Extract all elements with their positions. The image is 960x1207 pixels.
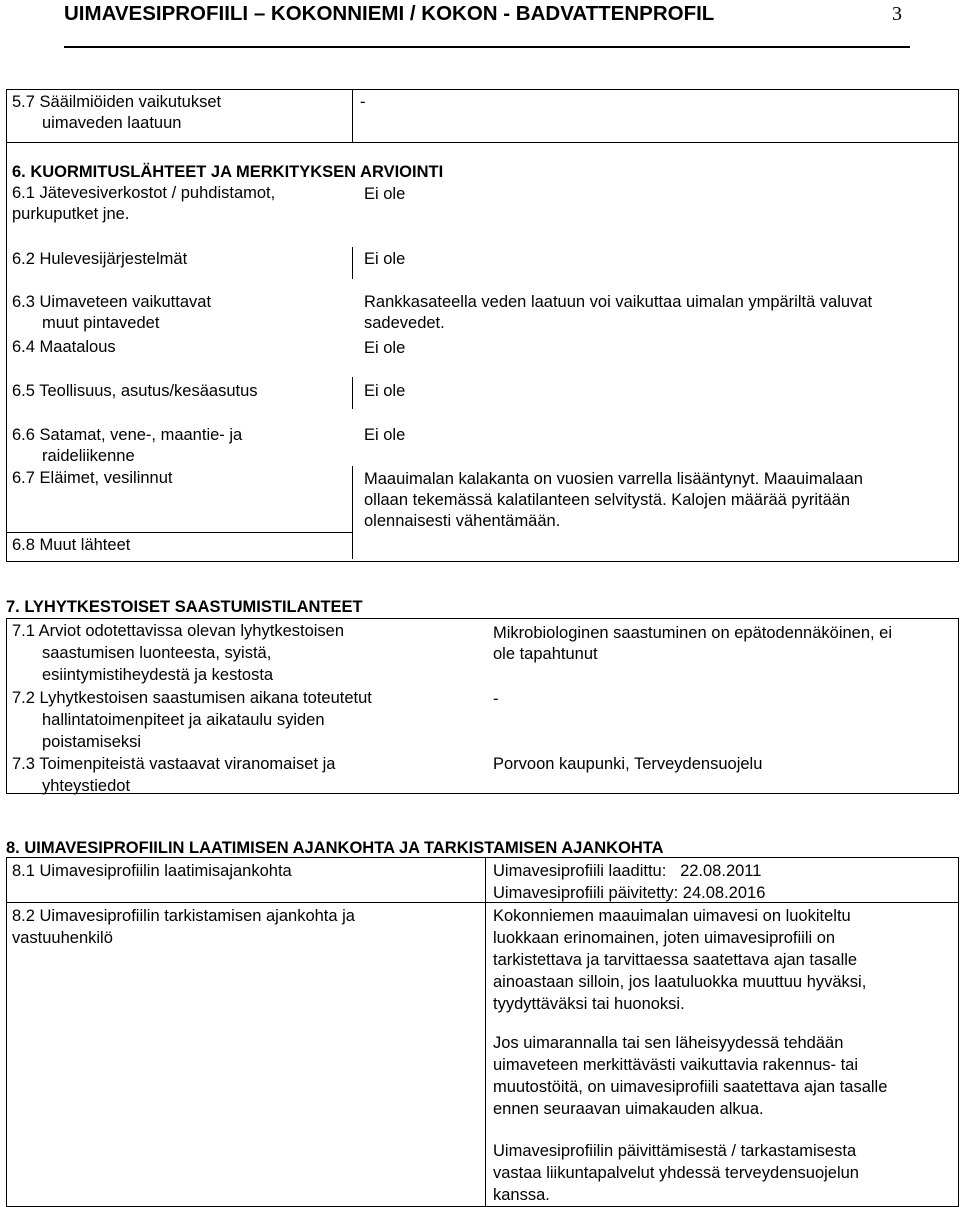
row-8-2-label: vastuuhenkilö — [12, 929, 113, 947]
row-6-4-label: 6.4 Maatalous — [12, 338, 116, 356]
row-8-2-paragraph-3: vastaa liikuntapalvelut yhdessä terveydensuojelun — [493, 1164, 859, 1182]
section-6-heading: 6. KUORMITUSLÄHTEET JA MERKITYKSEN ARVIOINTI — [12, 163, 444, 181]
section-7-heading: 7. LYHYTKESTOISET SAASTUMISTILANTEET — [6, 598, 363, 616]
section-8-heading: 8. UIMAVESIPROFIILIN LAATIMISEN AJANKOHTA JA TARKISTAMISEN AJANKOHTA — [6, 839, 664, 857]
row-6-3-label: 6.3 Uimaveteen vaikuttavat — [12, 293, 212, 311]
row-7-3-label: yhteystiedot — [42, 777, 131, 795]
table-divider-6-5 — [352, 377, 353, 409]
row-7-2-label: 7.2 Lyhytkestoisen saastumisen aikana toteutetut — [12, 689, 372, 707]
row-6-7-label: 6.7 Eläimet, vesilinnut — [12, 469, 173, 487]
row-6-2-label: 6.2 Hulevesijärjestelmät — [12, 250, 188, 268]
row-6-1-value: Ei ole — [364, 185, 406, 203]
table-rule — [7, 142, 958, 143]
page-header-title: UIMAVESIPROFIILI – KOKONNIEMI / KOKON - BADVATTENPROFIL — [64, 2, 715, 25]
page-number: 3 — [892, 3, 902, 25]
row-7-1-label: saastumisen luonteesta, syistä, — [42, 644, 272, 662]
table-divider-8 — [485, 858, 486, 1206]
row-6-2-value: Ei ole — [364, 250, 406, 268]
row-5-7-value: - — [360, 93, 366, 111]
table-divider-6-7 — [352, 466, 353, 559]
row-6-6-label: raideliikenne — [42, 447, 135, 465]
row-6-5-label: 6.5 Teollisuus, asutus/kesäasutus — [12, 382, 258, 400]
table-divider-top — [352, 90, 353, 142]
row-8-2-paragraph-2: muutostöitä, on uimavesiprofiili saatettava ajan tasalle — [493, 1078, 888, 1096]
row-6-1-label: purkuputket jne. — [12, 205, 130, 223]
row-6-3-value: Rankkasateella veden laatuun voi vaikuttaa uimalan ympäriltä valuvat — [364, 293, 873, 311]
row-7-1-label: esiintymistiheydestä ja kestosta — [42, 666, 274, 684]
row-8-2-label: 8.2 Uimavesiprofiilin tarkistamisen ajankohta ja — [12, 907, 355, 925]
row-8-2-paragraph-1: tyydyttäväksi tai huonoksi. — [493, 995, 685, 1013]
row-7-3-label: 7.3 Toimenpiteistä vastaavat viranomaiset ja — [12, 755, 336, 773]
row-7-2-label: poistamiseksi — [42, 733, 142, 751]
row-7-1-label: 7.1 Arviot odotettavissa olevan lyhytkestoisen — [12, 622, 345, 640]
header-rule — [64, 46, 910, 48]
row-7-2-label: hallintatoimenpiteet ja aikataulu syiden — [42, 711, 325, 729]
row-5-7-label: uimaveden laatuun — [42, 114, 182, 132]
row-6-6-label: 6.6 Satamat, vene-, maantie- ja — [12, 426, 243, 444]
row-8-1-value: Uimavesiprofiili laadittu: 22.08.2011 — [493, 862, 762, 880]
row-8-2-paragraph-2: ennen seuraavan uimakauden alkua. — [493, 1100, 764, 1118]
table-rule — [7, 618, 395, 619]
row-8-2-paragraph-1: tarkistettava ja tarvittaessa saatettava ajan tasalle — [493, 951, 858, 969]
row-8-2-paragraph-1: Kokonniemen maauimalan uimavesi on luokiteltu — [493, 907, 851, 925]
row-6-6-value: Ei ole — [364, 426, 406, 444]
row-6-8-label: 6.8 Muut lähteet — [12, 536, 131, 554]
row-7-2-value: - — [493, 690, 499, 708]
row-6-7-value: ollaan tekemässä kalatilanteen selvitystä. Kalojen määrää pyritään — [364, 491, 851, 509]
row-6-5-value: Ei ole — [364, 382, 406, 400]
table-divider-6-2 — [352, 247, 353, 279]
row-8-2-paragraph-1: luokkaan erinomainen, joten uimavesiprofiili on — [493, 929, 836, 947]
row-6-7-value: olennaisesti vähentämään. — [364, 512, 561, 530]
row-6-1-label: 6.1 Jätevesiverkostot / puhdistamot, — [12, 184, 276, 202]
row-5-7-label: 5.7 Sääilmiöiden vaikutukset — [12, 93, 222, 111]
row-6-3-value: sadevedet. — [364, 314, 445, 332]
row-6-7-value: Maauimalan kalakanta on vuosien varrella lisääntynyt. Maauimalaan — [364, 470, 863, 488]
row-8-2-paragraph-2: uimaveteen merkittävästi vaikuttavia rakennus- tai — [493, 1056, 858, 1074]
row-8-1-value: Uimavesiprofiili päivitetty: 24.08.2016 — [493, 884, 766, 902]
row-7-1-value: Mikrobiologinen saastuminen on epätodennäköinen, ei — [493, 624, 893, 642]
row-7-1-value: ole tapahtunut — [493, 645, 598, 663]
row-7-3-value: Porvoon kaupunki, Terveydensuojelu — [493, 755, 763, 773]
row-6-3-label: muut pintavedet — [42, 314, 160, 332]
row-8-2-paragraph-1: ainoastaan silloin, jos laatuluokka muuttuu hyväksi, — [493, 973, 867, 991]
row-6-4-value: Ei ole — [364, 339, 406, 357]
row-8-2-paragraph-2: Jos uimarannalla tai sen läheisyydessä tehdään — [493, 1034, 844, 1052]
table-rule-8 — [7, 902, 958, 903]
table-rule-6-8 — [7, 532, 353, 533]
row-8-2-paragraph-3: Uimavesiprofiilin päivittämisestä / tarkastamisesta — [493, 1142, 857, 1160]
row-8-2-paragraph-3: kanssa. — [493, 1186, 550, 1204]
row-8-1-label: 8.1 Uimavesiprofiilin laatimisajankohta — [12, 862, 292, 880]
